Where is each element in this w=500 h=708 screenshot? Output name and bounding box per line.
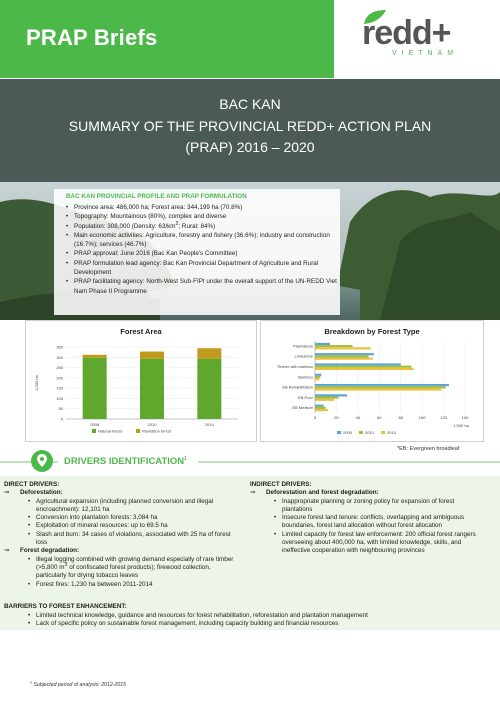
bar-2014 [315, 409, 328, 411]
pin-icon [30, 449, 54, 473]
footnote: $^1$ Subjected period of analysis: 2012-2015 [30, 680, 126, 688]
y-tick-label: EB Poor [298, 394, 313, 400]
bar-2010 [315, 407, 326, 409]
legend-swatch [381, 431, 385, 434]
y-tick-label: 250 [56, 365, 63, 371]
indirect-subheading: ⇒ Deforestation and forest degradation: [250, 489, 379, 497]
profile-item: • Main economic activities: Agriculture, forestry and fishery (36.6%); industry and construction (16.7%); services (46.7%) [66, 231, 338, 250]
province-title: BAC KAN [219, 96, 281, 112]
bar-2014 [315, 368, 414, 370]
degradation-list [4, 556, 242, 589]
bar-2005 [315, 363, 401, 365]
list-item: • Insecure forest land tenure: conflicts, overlapping and ambiguous boundaries, forest land allocation without forest allocation [274, 514, 486, 531]
arrow-icon: ⇒ [4, 547, 10, 555]
arrow-icon: ⇒ [4, 489, 10, 497]
list-item: • Exploitation of mineral resources: up to 69.5 ha [28, 522, 242, 530]
profile-item: • PRAP approval: June 2016 (Bac Kan People's Committee) [66, 249, 338, 258]
y-tick-label: Timber with bamboo [276, 364, 313, 370]
x-tick-label: 40 [355, 415, 361, 420]
bar-2010 [315, 366, 411, 368]
bar-2010 [315, 345, 353, 347]
bar-plantation-forest [140, 352, 164, 359]
x-tick-label: 2014 [204, 422, 214, 427]
bar-plantation-forest [197, 348, 221, 359]
x-tick-label: 2005 [90, 422, 100, 427]
bar-2014 [315, 378, 319, 380]
legend-swatch [337, 431, 341, 434]
bar-2010 [315, 396, 339, 398]
logo-wordmark: redd+ [362, 14, 451, 52]
legend-label: Plantation forest [142, 428, 171, 434]
bar-2014 [315, 388, 441, 390]
y-tick-label: 100 [56, 395, 63, 401]
list-item: • Lack of specific policy on sustainable forest management, including capacity building and financial resources [28, 620, 494, 629]
legend-label: 2005 [343, 430, 352, 435]
y-tick-label: 150 [56, 385, 63, 391]
profile-title: BAC KAN PROVINCIAL PROFILE AND PRAP FORMULATION [66, 193, 247, 200]
bar-2005 [315, 405, 324, 407]
bar-2005 [315, 384, 449, 386]
eb-footnote: *EB: Evergreen broadleaf [397, 446, 460, 452]
profile-item: • Province area: 486,000 ha; Forest area: 344,199 ha (70.8%) [66, 203, 338, 212]
list-item: • Slash and burn: 34 cases of violations, associated with 25 ha of forest loss [28, 531, 242, 548]
indirect-drivers-heading: INDIRECT DRIVERS: [250, 481, 312, 488]
forest-area-chart [25, 320, 257, 442]
bar-natural-forest [140, 359, 164, 419]
list-item: • Inappropriate planning or zoning policy for expansion of forest plantations [274, 498, 486, 515]
drivers-title: DRIVERS IDENTIFICATION$^1$ [64, 455, 187, 467]
y-axis-label: 1,000 ha [34, 375, 39, 391]
bar-2014 [315, 399, 334, 401]
chart-title: Breakdown by Forest Type [324, 327, 420, 336]
direct-drivers [4, 481, 242, 589]
barriers-heading: BARRIERS TO FOREST ENHANCEMENT: [4, 603, 127, 610]
bar-2005 [315, 374, 321, 376]
list-item: • Agricultural expansion (including planned conversion and illegal encroachment): 12,101 ha [28, 498, 242, 515]
forest-area-plot [26, 321, 256, 441]
bar-natural-forest [197, 359, 221, 419]
x-tick-label: 0 [313, 415, 317, 420]
indirect-drivers [250, 481, 486, 556]
bar-2005 [315, 394, 347, 396]
bar-2014 [315, 358, 373, 360]
deforestation-heading: ⇒ Deforestation: [4, 489, 63, 497]
indirect-list [250, 498, 486, 556]
list-item: • Limited capacity for forest law enforcement: 200 official forest rangers overseeing about 400,000 ha, with limited knowledge, skills, and ineffective cooperation with neighbouring provinces [274, 531, 486, 556]
brief-title: PRAP Briefs [26, 25, 158, 50]
logo-subtitle: VIETNAM [392, 50, 459, 57]
list-item: • Forest fires: 1,230 ha between 2011-2014 [28, 581, 242, 589]
bar-2010 [315, 386, 446, 388]
forest-type-chart [260, 320, 484, 442]
y-tick-label: 200 [56, 375, 63, 381]
arrow-icon: ⇒ [250, 489, 256, 497]
bar-2005 [315, 353, 374, 355]
bar-natural-forest [83, 358, 107, 419]
legend-label: 2010 [365, 430, 374, 435]
legend-swatch [136, 429, 140, 433]
y-tick-label: Plantations [293, 343, 313, 349]
x-axis-label: 1,000 ha [453, 423, 469, 428]
x-tick-label: 20 [334, 415, 339, 420]
x-tick-label: 60 [377, 415, 382, 420]
y-tick-label: 50 [58, 406, 63, 412]
bar-plantation-forest [83, 355, 107, 358]
x-tick-label: 120 [440, 415, 447, 420]
list-item: • Illegal logging combined with growing demand especially of rare timber (>5,800 $m^3$ of confiscated forest products); firewood collection, particularly for drying tobacco leaves [28, 556, 242, 581]
direct-drivers-heading: DIRECT DRIVERS: [4, 481, 60, 488]
deforestation-list [4, 498, 242, 548]
x-tick-label: 80 [398, 415, 403, 420]
y-tick-label: Limestone [294, 353, 313, 359]
prap-period-title: (PRAP) 2016 – 2020 [185, 139, 315, 155]
x-tick-label: 140 [461, 415, 469, 420]
profile-item: • Population: 308,000 (Density: $63/km^2$; Rural: 84%) [66, 222, 338, 231]
bar-2010 [315, 376, 320, 378]
y-tick-label: 300 [56, 354, 63, 360]
forest-type-plot [261, 321, 483, 441]
profile-item: • Topography: Mountainous (80%), complex and diverse [66, 212, 338, 221]
list-item: • Limited technical knowledge, guidance and resources for forest rehabilitation, reforestation and plantation management [28, 612, 494, 621]
bar-2005 [315, 343, 330, 345]
summary-title: SUMMARY OF THE PROVINCIAL REDD+ ACTION PLAN [68, 118, 432, 134]
chart-title: Forest Area [120, 327, 162, 336]
legend-label: 2014 [387, 430, 396, 435]
list-item: • Conversion into plantation forests: 3,084 ha [28, 514, 242, 522]
legend-swatch [92, 429, 96, 433]
x-tick-label: 100 [418, 415, 426, 420]
y-tick-label: 0 [60, 416, 63, 422]
barriers-section [4, 603, 494, 629]
bar-2010 [315, 355, 369, 357]
degradation-heading: ⇒ Forest degradation: [4, 547, 80, 555]
y-tick-label: 350 [56, 344, 63, 350]
profile-list [66, 203, 338, 296]
legend-label: Natural forest [98, 428, 123, 434]
x-tick-label: 2010 [147, 422, 157, 427]
y-tick-label: EB Medium [292, 405, 313, 411]
redd-logo [362, 14, 490, 62]
barriers-list [4, 612, 494, 629]
bar-2014 [315, 347, 371, 349]
profile-item: • PRAP formulation lead agency: Bac Kan Provincial Department of Agriculture and Rural Development [66, 259, 338, 278]
title-banner [0, 79, 500, 182]
profile-item: • PRAP facilitating agency: North-West Sub-FIPI under the overall support of the UN-REDD Viet Nam Phase II Programme [66, 277, 338, 296]
legend-swatch [359, 431, 363, 434]
y-tick-label: EB Rehabilitation [282, 384, 313, 390]
y-tick-label: Bamboo [298, 374, 313, 380]
